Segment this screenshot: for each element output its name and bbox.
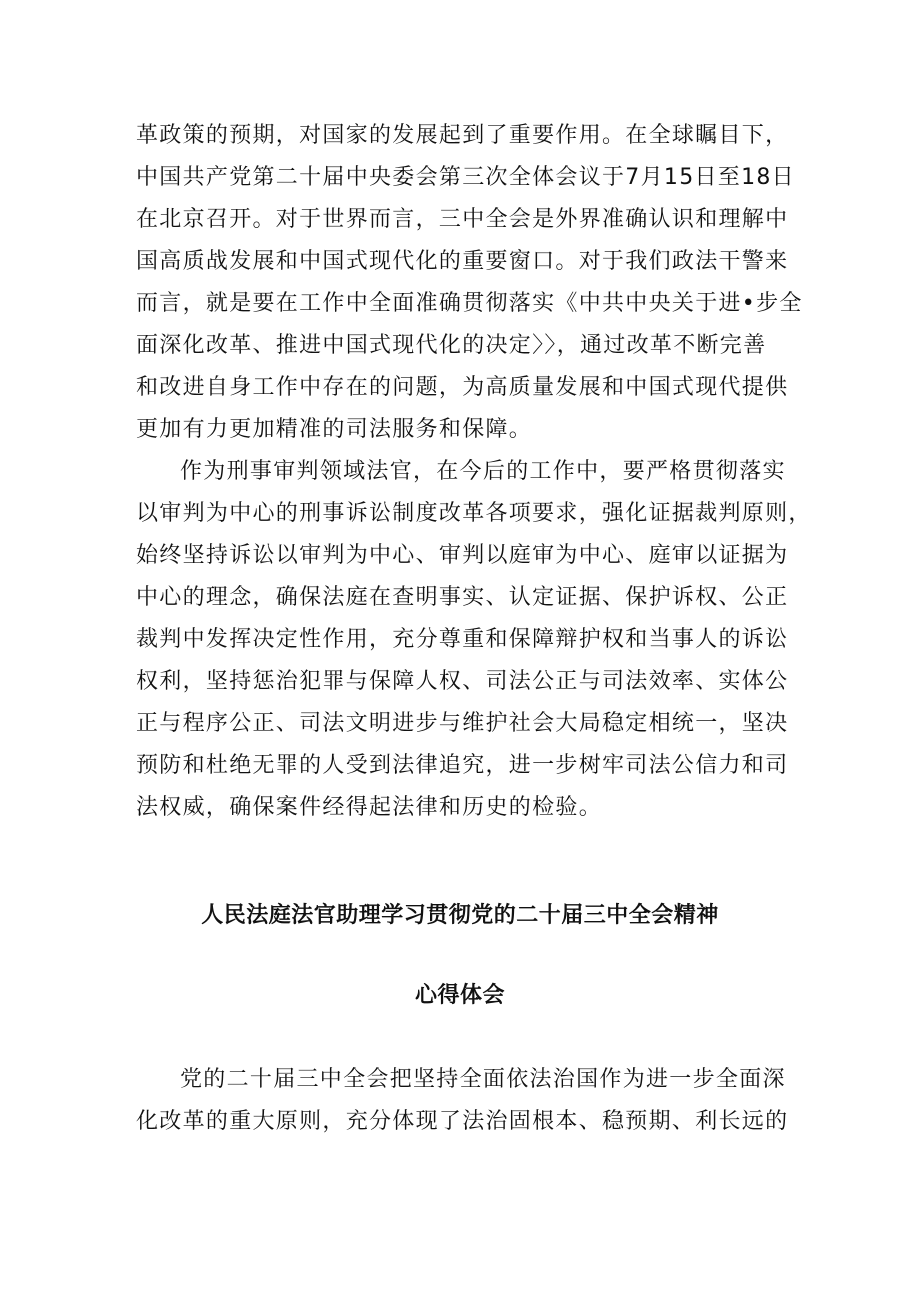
- paragraph1-line: 而言，就是要在工作中全面准确贯彻落实《中共中央关于进•步全: [136, 291, 803, 316]
- paragraph1-line: 在北京召开。对于世界而言，三中全会是外界准确认识和理解中: [136, 207, 789, 232]
- paragraph2-line: 作为刑事审判领域法官，在今后的工作中，要严格贯彻落实: [180, 459, 786, 484]
- paragraph3-line: 化改革的重大原则，充分体现了法治固根本、稳预期、利长远的: [136, 1109, 789, 1134]
- paragraph2-line: 权利，坚持惩治犯罪与保障人权、司法公正与司法效率、实体公: [136, 669, 789, 694]
- paragraph2-line: 中心的理念，确保法庭在查明事实、认定证据、保护诉权、公正: [136, 585, 789, 610]
- paragraph2-line: 裁判中发挥决定性作用，充分尊重和保障辩护权和当事人的诉讼: [136, 627, 789, 652]
- paragraph1-line: 更加有力更加精准的司法服务和保障。: [136, 417, 533, 442]
- paragraph2-line: 预防和杜绝无罪的人受到法律追究，进一步树牢司法公信力和司: [136, 753, 789, 778]
- paragraph1-line: 中国共产党第二十届中央委会第三次全体会议于7月15日至18日: [136, 165, 795, 190]
- paragraph2-line: 法权威，确保案件经得起法律和历史的检验。: [136, 795, 603, 820]
- paragraph2-line: 正与程序公正、司法文明进步与维护社会大局稳定相统一，坚决: [136, 711, 789, 736]
- paragraph1-line: 国高质战发展和中国式现代化的重要窗口。对于我们政法干警来: [136, 249, 789, 274]
- paragraph1-line: 面深化改革、推进中国式现代化的决定〉〉，通过改革不断完善: [136, 333, 767, 358]
- paragraph2-line: 始终坚持诉讼以审判为中心、审判以庭审为中心、庭审以证据为: [136, 543, 789, 568]
- paragraph3-line: 党的二十届三中全会把坚持全面依法治国作为进一步全面深: [180, 1067, 786, 1092]
- paragraph2-line: 以审判为中心的刑事诉讼制度改革各项要求，强化证据裁判原则，: [136, 501, 812, 526]
- paragraph1-line: 革政策的预期，对国家的发展起到了重要作用。在全球瞩目下，: [136, 123, 789, 148]
- paragraph1-line: 和改进自身工作中存在的问题，为高质量发展和中国式现代提供: [136, 375, 789, 400]
- document-title: 人民法庭法官助理学习贯彻党的二十届三中全会精神: [201, 903, 719, 928]
- document-subtitle: 心得体会: [414, 983, 505, 1008]
